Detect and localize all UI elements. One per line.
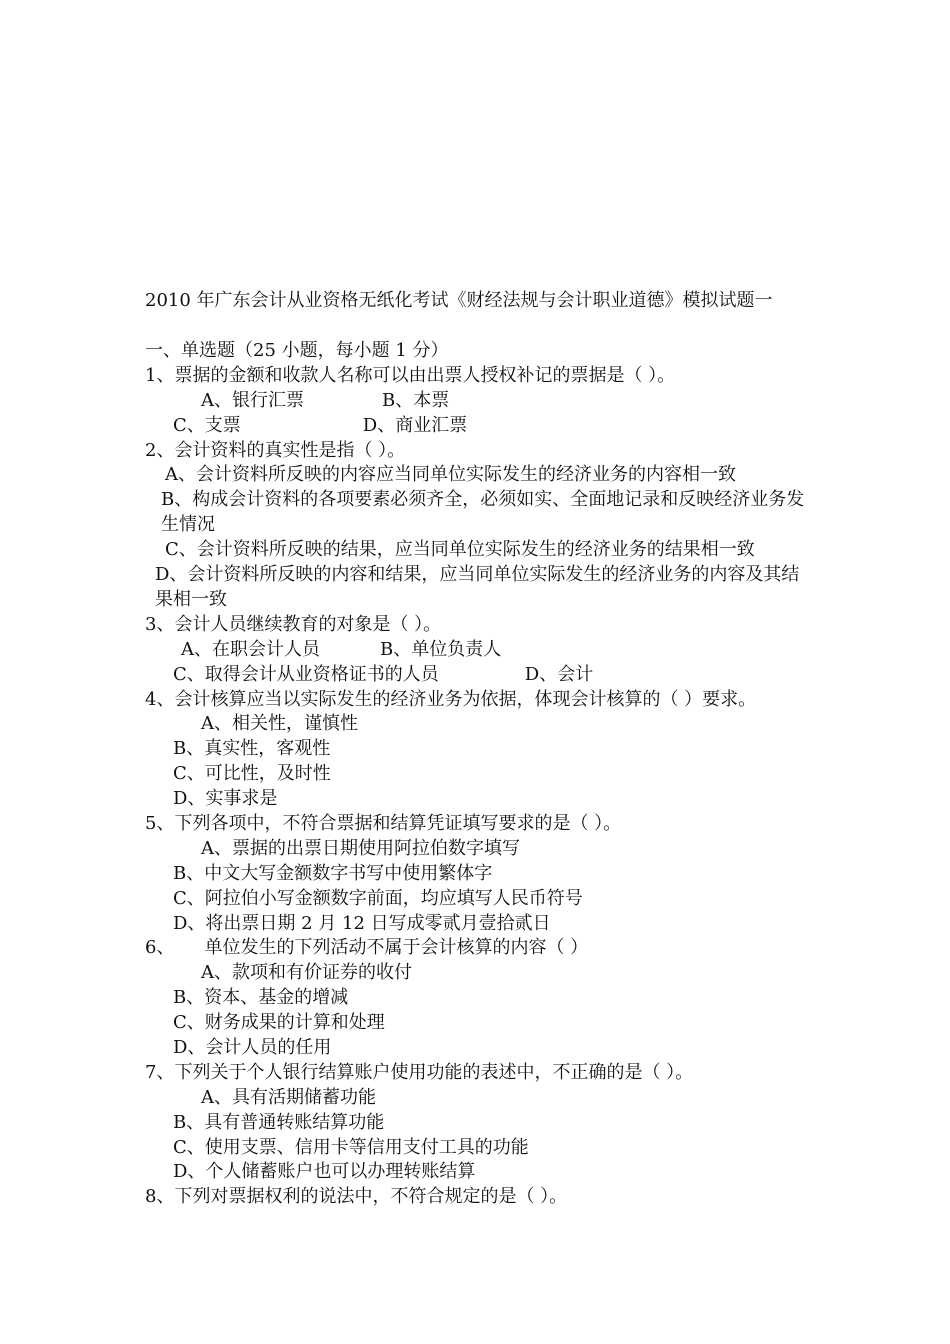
question-text: 单位发生的下列活动不属于会计核算的内容（ ） [204, 937, 589, 959]
option-c: C、支票 [173, 414, 241, 436]
option-b: B、中文大写金额数字书写中使用繁体字 [173, 862, 493, 884]
option-b: B、真实性，客观性 [173, 738, 331, 760]
option-c: C、可比性，及时性 [173, 763, 331, 785]
option-a: A、银行汇票 [201, 389, 304, 411]
question-8-stem: 8、下列对票据权利的说法中，不符合规定的是（ ）。 [145, 1186, 568, 1208]
option-d: D、将出票日期 2 月 12 日写成零贰月壹拾贰日 [173, 912, 551, 934]
question-number: 6、 [145, 937, 175, 959]
question-1-options-row-1 [145, 389, 815, 414]
question-2-stem: 2、会计资料的真实性是指（ ）。 [145, 439, 406, 461]
question-3-options-row-1 [145, 638, 815, 663]
option-b: B、构成会计资料的各项要素必须齐全，必须如实、全面地记录和反映经济业务发生情况 [161, 489, 805, 536]
option-c: C、会计资料所反映的结果，应当同单位实际发生的经济业务的结果相一致 [165, 539, 755, 561]
option-d: D、会计资料所反映的内容和结果，应当同单位实际发生的经济业务的内容及其结果相一致 [155, 564, 800, 610]
option-b: B、单位负责人 [380, 638, 502, 660]
option-d: D、商业汇票 [362, 414, 468, 436]
option-a: A、相关性，谨慎性 [201, 713, 358, 735]
option-a: A、会计资料所反映的内容应当同单位实际发生的经济业务的内容相一致 [165, 464, 736, 486]
section-heading: 一、单选题（25 小题，每小题 1 分） [145, 340, 449, 361]
document-title: 2010 年广东会计从业资格无纸化考试《财经法规与会计职业道德》模拟试题一 [145, 290, 773, 311]
question-6-stem [145, 936, 815, 961]
option-c: C、财务成果的计算和处理 [173, 1012, 385, 1034]
option-d: D、会计人员的任用 [173, 1037, 332, 1058]
question-5-stem: 5、下列各项中，不符合票据和结算凭证填写要求的是（ ）。 [145, 812, 622, 834]
question-3-stem: 3、会计人员继续教育的对象是（ ）。 [145, 613, 442, 635]
option-c: C、取得会计从业资格证书的人员 [173, 663, 439, 685]
option-c: C、使用支票、信用卡等信用支付工具的功能 [173, 1136, 529, 1158]
question-1-options-row-2 [145, 414, 815, 439]
option-b: B、具有普通转账结算功能 [173, 1111, 385, 1133]
option-d: D、会计 [524, 663, 594, 685]
question-4-stem: 4、会计核算应当以实际发生的经济业务为依据，体现会计核算的（ ）要求。 [145, 688, 757, 710]
option-a: A、在职会计人员 [181, 638, 320, 660]
question-1-stem: 1、票据的金额和收款人名称可以由出票人授权补记的票据是（ ）。 [145, 364, 676, 386]
option-a: A、具有活期储蓄功能 [201, 1086, 376, 1108]
option-a: A、票据的出票日期使用阿拉伯数字填写 [201, 837, 520, 859]
question-3-options-row-2 [145, 663, 815, 688]
option-d: D、个人储蓄账户也可以办理转账结算 [173, 1161, 476, 1183]
option-c: C、阿拉伯小写金额数字前面，均应填写人民币符号 [173, 887, 583, 909]
option-b: B、资本、基金的增减 [173, 987, 349, 1009]
option-d: D、实事求是 [173, 788, 278, 810]
question-list [145, 339, 815, 1210]
question-7-stem: 7、下列关于个人银行结算账户使用功能的表述中，不正确的是（ ）。 [145, 1061, 694, 1083]
option-b: B、本票 [382, 389, 450, 411]
option-a: A、款项和有价证券的收付 [201, 962, 412, 984]
